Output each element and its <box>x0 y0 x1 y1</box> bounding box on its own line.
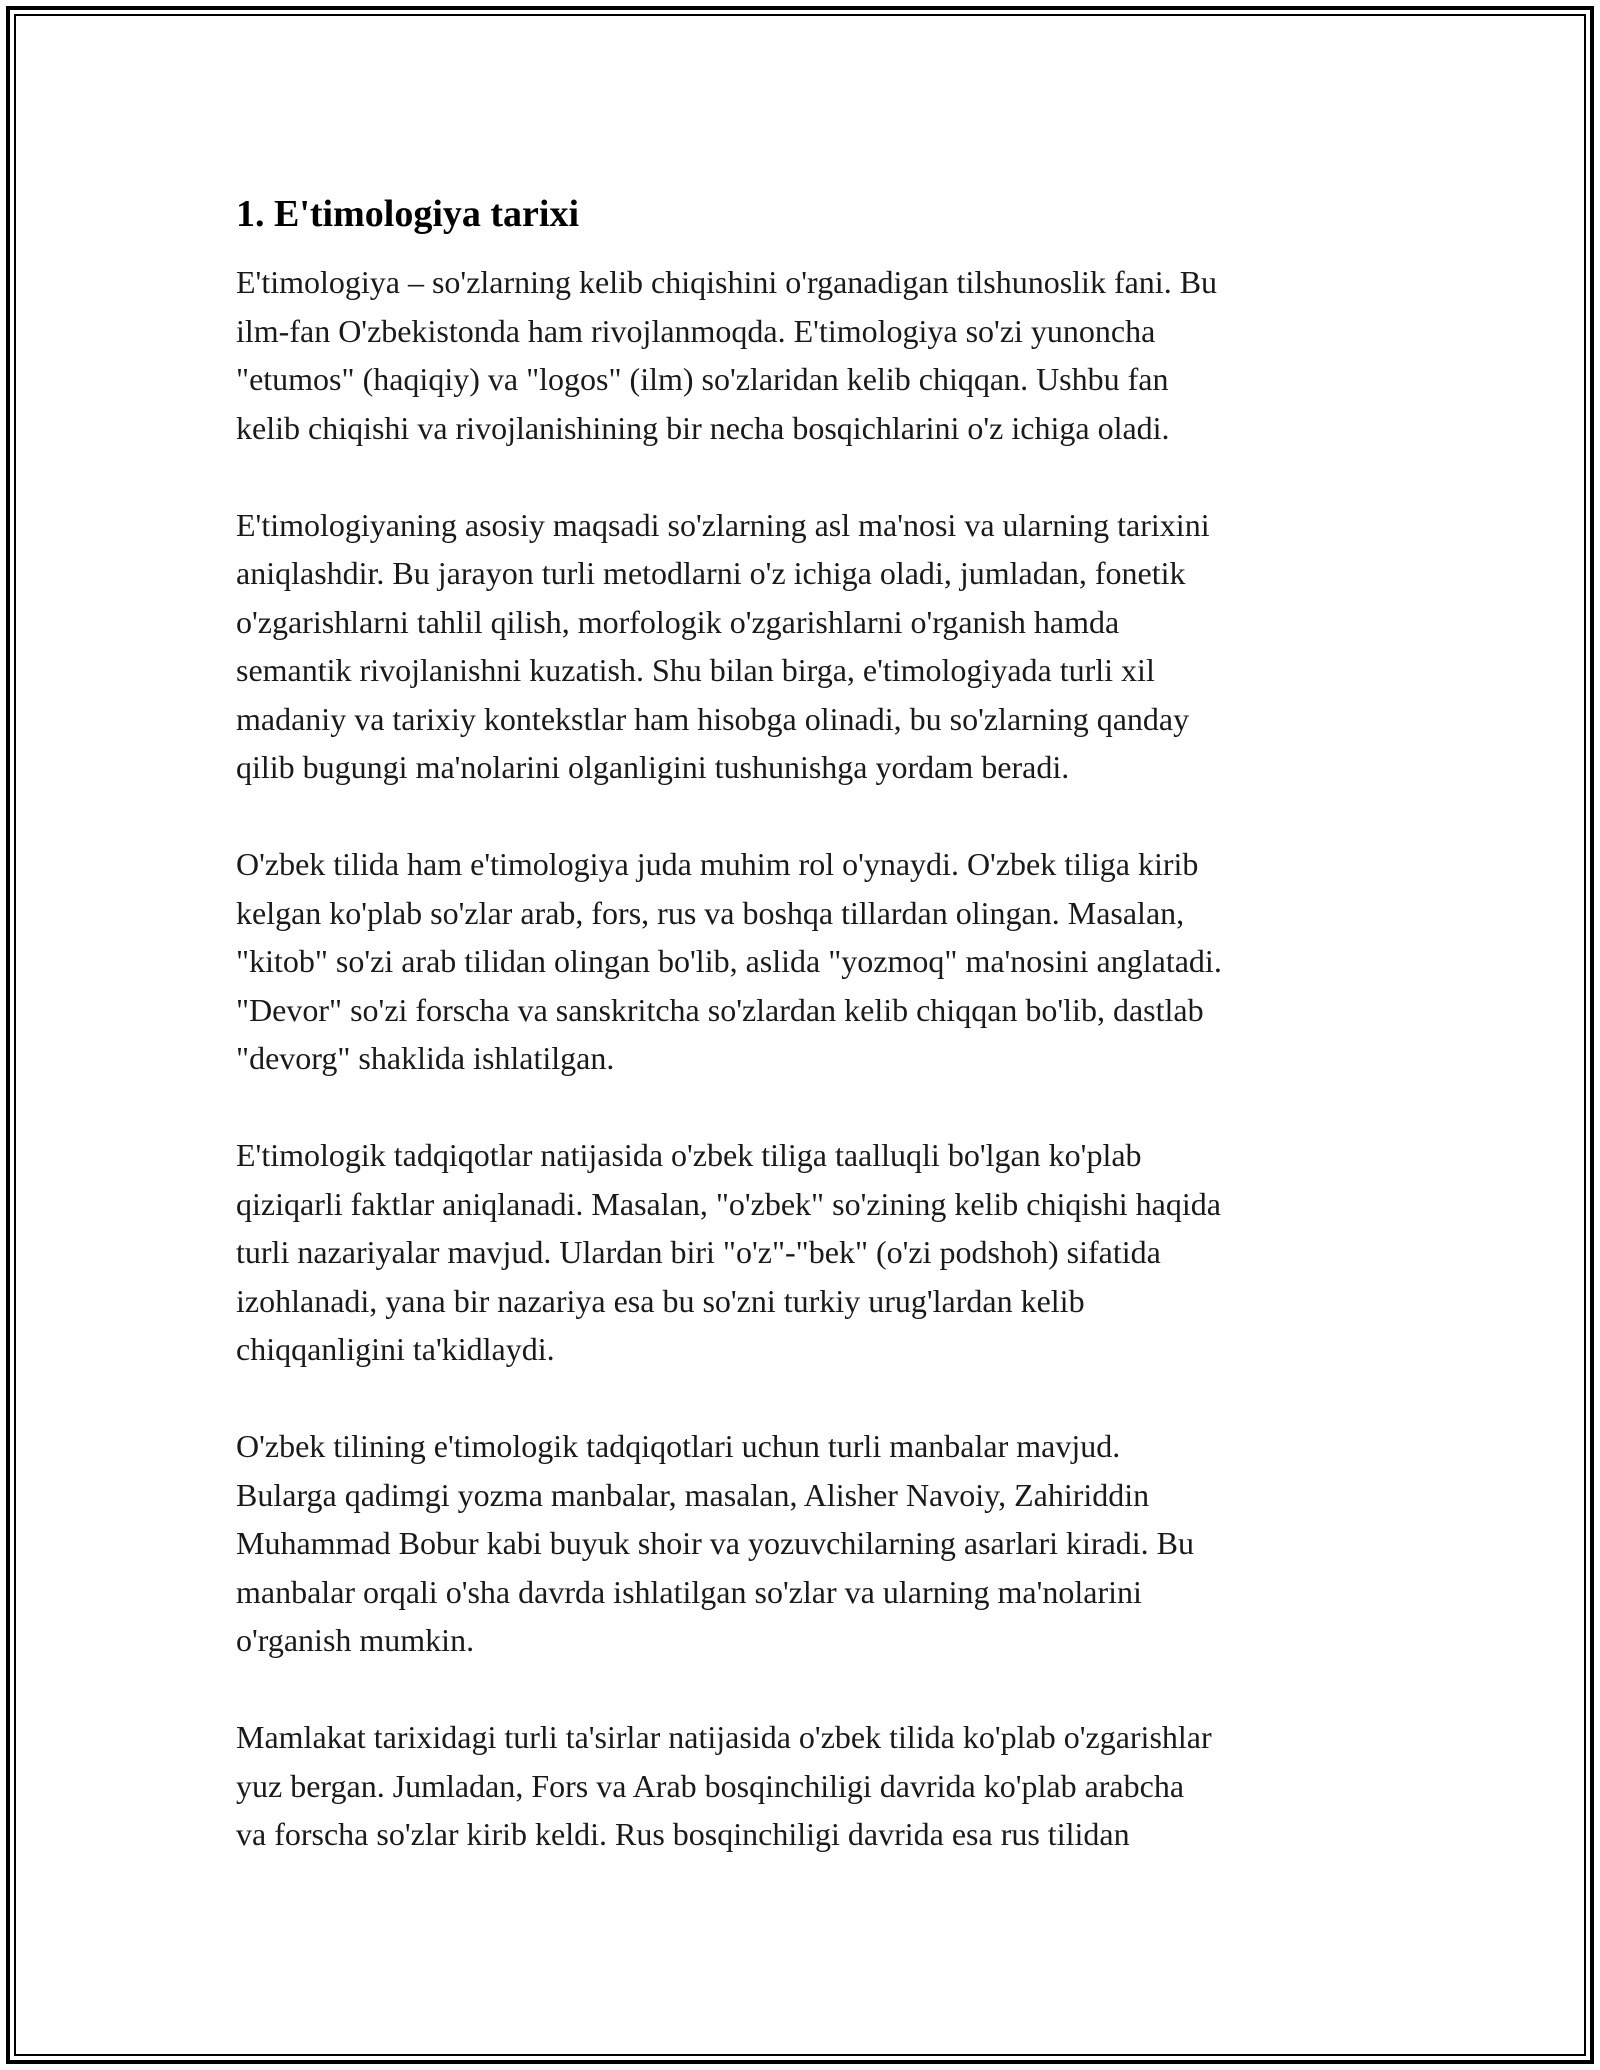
paragraph-4: E'timologik tadqiqotlar natijasida o'zbek tiliga taalluqli bo'lgan ko'plab qiziqarli faktlar aniqlanadi. Masalan, "o'zbek" so'zining kelib chiqishi haqida turli nazariyalar mavjud. Ulardan biri "o'z"-"bek" (o'zi podshoh) sifatida izohlanadi, yana bir nazariya esa bu so'zni turkiy urug'lardan kelib chiqqanligini ta'kidlaydi. <box>236 1137 1221 1367</box>
paragraph-6: Mamlakat tarixidagi turli ta'sirlar natijasida o'zbek tilida ko'plab o'zgarishlar yuz bergan. Jumladan, Fors va Arab bosqinchiligi davrida ko'plab arabcha va forscha so'zlar kirib keldi. Rus bosqinchiligi davrida esa rus tilidan <box>236 1719 1212 1852</box>
paragraph-2: E'timologiyaning asosiy maqsadi so'zlarning asl ma'nosi va ularning tarixini aniqlashdir. Bu jarayon turli metodlarni o'z ichiga oladi, jumladan, fonetik o'zgarishlarni tahlil qilish, morfologik o'zgarishlarni o'rganish hamda semantik rivojlanishni kuzatish. Shu bilan birga, e'timologiyada turli xil madaniy va tarixiy kontekstlar ham hisobga olinadi, bu so'zlarning qanday qilib bugungi ma'nolarini olganligini tushunishga yordam beradi. <box>236 506 1210 785</box>
paragraph-3: O'zbek tilida ham e'timologiya juda muhim rol o'ynaydi. O'zbek tiliga kirib kelgan ko'plab so'zlar arab, fors, rus va boshqa tillardan olingan. Masalan, "kitob" so'zi arab tilidan olingan bo'lib, aslida "yozmoq" ma'nosini anglatadi. "Devor" so'zi forscha va sanskritcha so'zlardan kelib chiqqan bo'lib, dastlab "devorg" shaklida ishlatilgan. <box>236 846 1222 1076</box>
paragraph-5: O'zbek tilining e'timologik tadqiqotlari uchun turli manbalar mavjud. Bularga qadimgi yozma manbalar, masalan, Alisher Navoiy, Zahiriddin Muhammad Bobur kabi buyuk shoir va yozuvchilarning asarlari kiradi. Bu manbalar orqali o'sha davrda ishlatilgan so'zlar va ularning ma'nolarini o'rganish mumkin. <box>236 1428 1195 1658</box>
section-heading: 1. E'timologiya tarixi <box>236 193 580 235</box>
paragraph-1: E'timologiya – so'zlarning kelib chiqishini o'rganadigan tilshunoslik fani. Bu ilm-fan O'zbekistonda ham rivojlanmoqda. E'timologiya so'zi yunoncha "etumos" (haqiqiy) va "logos" (ilm) so'zlaridan kelib chiqqan. Ushbu fan kelib chiqishi va rivojlanishining bir necha bosqichlarini o'z ichiga oladi. <box>236 264 1218 446</box>
document-body <box>236 188 1376 1907</box>
